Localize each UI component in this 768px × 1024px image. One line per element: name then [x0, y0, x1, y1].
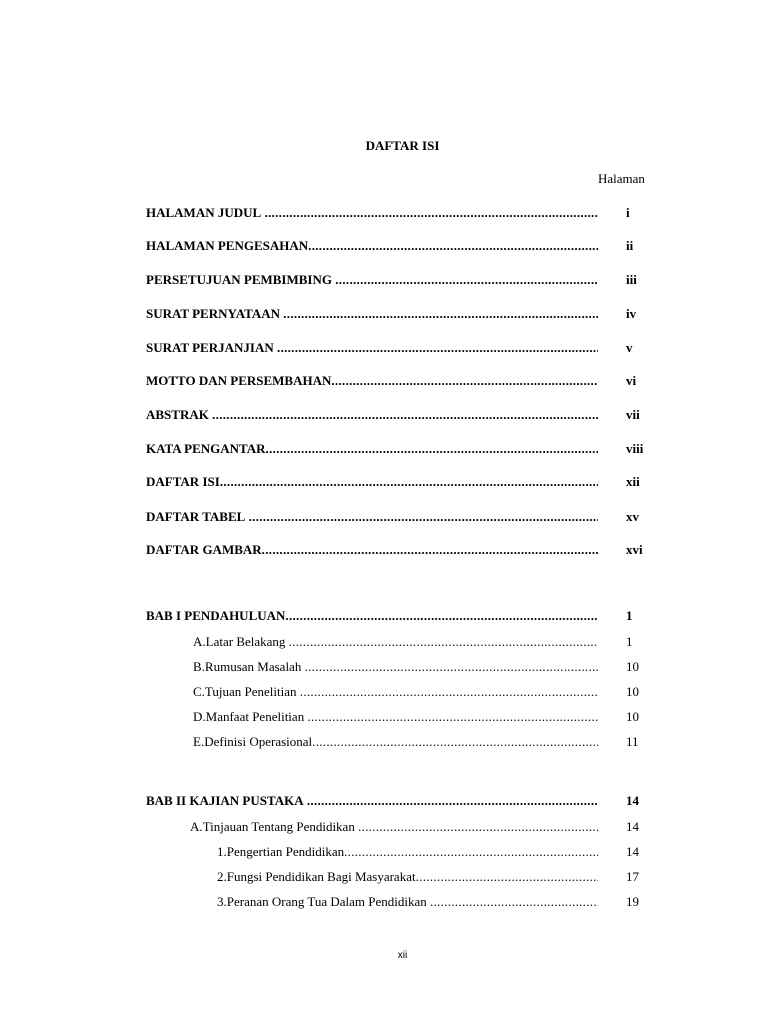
toc-marker: 1.	[217, 844, 227, 859]
toc-leader-dots	[358, 819, 598, 835]
toc-entry-page: 17	[626, 869, 639, 884]
toc-entry-page: xvi	[626, 542, 643, 557]
toc-entry-label: Definisi Operasional	[204, 734, 313, 749]
toc-leader-dots	[307, 709, 598, 725]
toc-entry-label: DAFTAR GAMBAR	[146, 542, 262, 557]
toc-entry-page: 14	[626, 819, 639, 834]
toc-entry-label: MOTTO DAN PERSEMBAHAN	[146, 373, 332, 388]
toc-marker: B.	[193, 659, 205, 674]
toc-entry-label: Peranan Orang Tua Dalam Pendidikan	[226, 894, 427, 909]
toc-marker: A.	[190, 819, 203, 834]
toc-marker: 2.	[217, 869, 227, 884]
toc-entry-page: 10	[626, 684, 639, 699]
toc-leader-dots	[344, 844, 598, 860]
toc-leader-dots	[285, 608, 598, 624]
toc-marker: A.	[193, 634, 206, 649]
toc-entry-label: BAB I PENDAHULUAN	[146, 608, 286, 623]
toc-entry	[146, 272, 637, 290]
toc-entry-label: HALAMAN JUDUL	[146, 205, 262, 220]
toc-subentry	[190, 819, 639, 837]
toc-leader-dots	[416, 869, 598, 885]
toc-entry-page: v	[626, 340, 633, 355]
toc-leader-dots	[305, 659, 598, 675]
toc-leader-dots	[212, 407, 598, 423]
toc-entry	[146, 441, 644, 459]
toc-entry-page: viii	[626, 441, 644, 456]
toc-entry-page: 1	[626, 634, 633, 649]
toc-entry-page: i	[626, 205, 630, 220]
toc-marker: C.	[193, 684, 205, 699]
toc-entry-label: Rumusan Masalah	[204, 659, 302, 674]
toc-subsubentry	[217, 844, 639, 862]
toc-subentry	[193, 634, 633, 652]
toc-leader-dots	[220, 474, 598, 490]
toc-entry-label: BAB II KAJIAN PUSTAKA	[146, 793, 304, 808]
toc-entry-page: 10	[626, 659, 639, 674]
toc-leader-dots	[262, 542, 598, 558]
toc-leader-dots	[331, 373, 598, 389]
toc-subentry	[193, 709, 639, 727]
toc-subentry	[193, 684, 639, 702]
toc-subentry	[193, 659, 639, 677]
toc-entry	[146, 474, 640, 492]
page-column-header: Halaman	[598, 171, 645, 186]
toc-subsubentry	[217, 869, 639, 887]
toc-entry-page: 11	[626, 734, 639, 749]
toc-leader-dots	[335, 272, 598, 288]
toc-entry-label: DAFTAR TABEL	[146, 509, 246, 524]
toc-entry	[146, 509, 639, 527]
toc-entry-label: Fungsi Pendidikan Bagi Masyarakat	[226, 869, 416, 884]
toc-entry-page: 10	[626, 709, 639, 724]
toc-entry	[146, 306, 637, 324]
toc-entry	[146, 542, 643, 560]
toc-leader-dots	[289, 634, 598, 650]
toc-leader-dots	[264, 205, 598, 221]
toc-marker: 3.	[217, 894, 227, 909]
toc-entry-label: Tinjauan Tentang Pendidikan	[202, 819, 355, 834]
toc-leader-dots	[266, 441, 598, 457]
toc-leader-dots	[283, 306, 598, 322]
toc-entry-label: PERSETUJUAN PEMBIMBING	[146, 272, 332, 287]
toc-entry-page: ii	[626, 238, 634, 253]
toc-entry	[146, 340, 633, 358]
toc-leader-dots	[277, 340, 598, 356]
toc-entry-page: vii	[626, 407, 640, 422]
toc-entry-label: Tujuan Penelitian	[204, 684, 297, 699]
toc-leader-dots	[307, 793, 598, 809]
toc-entry-label: SURAT PERNYATAAN	[146, 306, 280, 321]
toc-entry-label: Pengertian Pendidikan	[226, 844, 345, 859]
toc-leader-dots	[249, 509, 598, 525]
toc-entry-label: Latar Belakang	[205, 634, 286, 649]
toc-entry	[146, 407, 640, 425]
toc-entry-label: DAFTAR ISI	[146, 474, 220, 489]
chapter-heading	[146, 793, 639, 811]
toc-entry-page: 19	[626, 894, 639, 909]
toc-entry-page: 1	[626, 608, 633, 623]
toc-entry-label: KATA PENGANTAR	[146, 441, 266, 456]
toc-entry-page: xv	[626, 509, 639, 524]
toc-entry-page: iii	[626, 272, 637, 287]
footer-page-number: xii	[397, 950, 408, 961]
toc-entry-label: SURAT PERJANJIAN	[146, 340, 274, 355]
toc-subsubentry	[217, 894, 639, 912]
toc-marker: E.	[193, 734, 205, 749]
toc-entry-label: Manfaat Penelitian	[205, 709, 305, 724]
toc-leader-dots	[312, 734, 598, 750]
toc-entry	[146, 238, 634, 256]
toc-leader-dots	[308, 238, 598, 254]
toc-entry-page: 14	[626, 793, 639, 808]
toc-entry	[146, 205, 630, 223]
toc-entry-label: ABSTRAK	[146, 407, 209, 422]
page-title: DAFTAR ISI	[365, 138, 440, 153]
toc-leader-dots	[300, 684, 598, 700]
toc-entry	[146, 373, 637, 391]
toc-leader-dots	[430, 894, 598, 910]
toc-subentry	[193, 734, 639, 752]
toc-entry-page: 14	[626, 844, 639, 859]
toc-entry-page: vi	[626, 373, 637, 388]
toc-entry-label: HALAMAN PENGESAHAN	[146, 238, 309, 253]
toc-marker: D.	[193, 709, 206, 724]
toc-entry-page: xii	[626, 474, 640, 489]
toc-entry-page: iv	[626, 306, 637, 321]
chapter-heading	[146, 608, 633, 626]
